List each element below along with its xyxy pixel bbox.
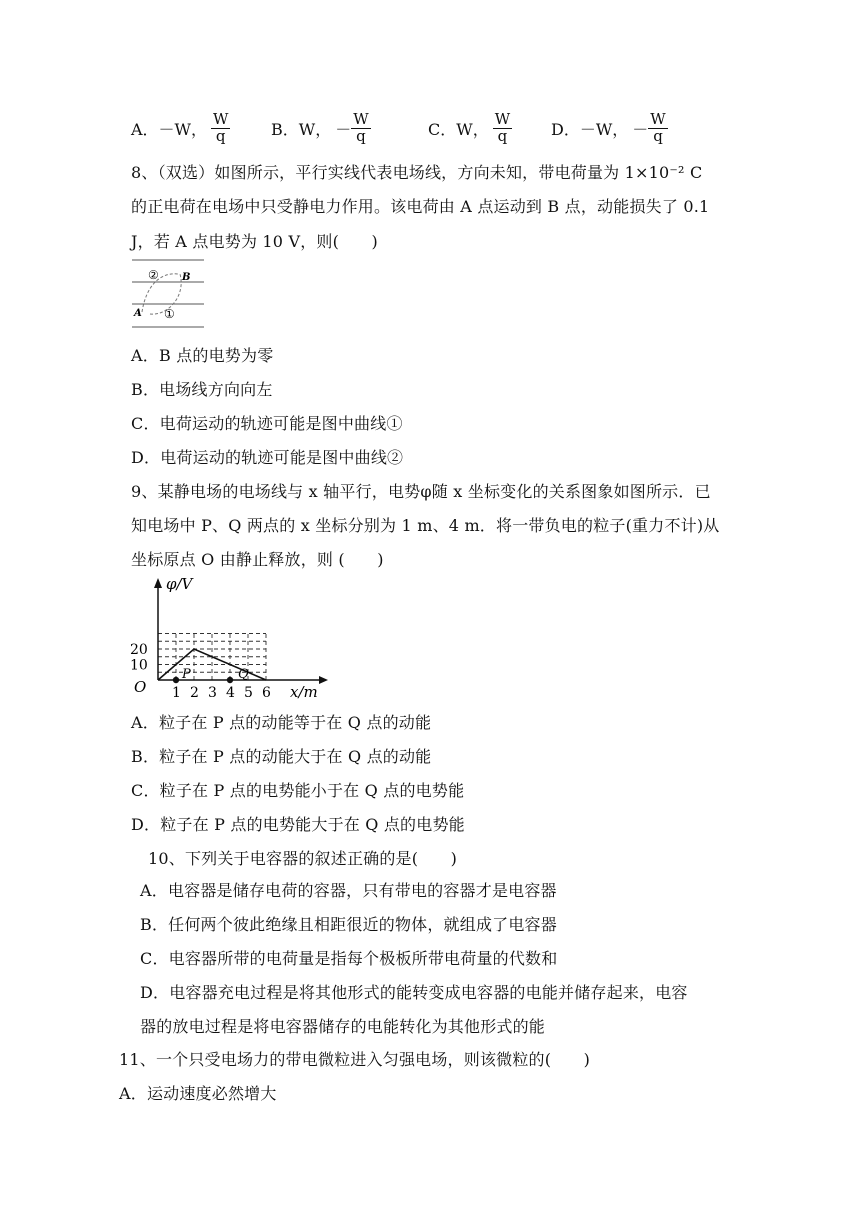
q8-stem-line-3: J，若 A 点电势为 10 V，则( )	[131, 232, 378, 251]
q10-option-a: A．电容器是储存电荷的容器，只有带电的容器才是电容器	[140, 881, 557, 900]
q11-option-a: A．运动速度必然增大	[119, 1084, 277, 1103]
q9-stem-line-2: 知电场中 P、Q 两点的 x 坐标分别为 1 m、4 m．将一带负电的粒子(重力不计)从	[131, 516, 720, 535]
y-axis-label: φ/V	[166, 575, 193, 593]
q10-option-b: B．任何两个彼此绝缘且相距很近的物体，就组成了电容器	[140, 915, 557, 934]
point-b-label: B	[182, 272, 191, 283]
q9-stem-line-1: 9、某静电场的电场线与 x 轴平行，电势φ随 x 坐标变化的关系图象如图所示．已	[131, 482, 711, 501]
q9-stem-line-3: 坐标原点 O 由静止释放，则 ( )	[131, 550, 384, 569]
q9-option-d: D．粒子在 P 点的电势能大于在 Q 点的电势能	[131, 815, 465, 834]
q7-option-c-label: C．W，	[428, 119, 489, 139]
point-a-label: A	[134, 308, 142, 319]
curve-2-label: ②	[148, 268, 159, 282]
x-tick-label: 6	[262, 685, 271, 701]
q8-stem-line-2: 的正电荷在电场中只受静电力作用。该电荷由 A 点运动到 B 点，动能损失了 0.1	[131, 197, 710, 216]
q8-option-c: C．电荷运动的轨迹可能是图中曲线①	[131, 414, 403, 433]
q9-potential-graph	[128, 572, 338, 702]
q8-field-lines-figure	[128, 256, 208, 332]
q7-option-b	[271, 108, 371, 148]
y-tick-labels	[130, 642, 148, 674]
y-tick-label: 10	[130, 657, 148, 674]
point-q-marker	[227, 677, 233, 683]
q7-option-c-fraction: $\frac{W}{q}$	[494, 109, 511, 145]
x-axis-label: x/m	[290, 683, 318, 701]
q10-option-c: C．电容器所带的电荷量是指每个极板所带电荷量的代数和	[140, 949, 558, 968]
x-tick-label: 2	[190, 685, 199, 701]
q7-option-b-sign: －	[335, 119, 352, 139]
x-tick-label: 4	[226, 685, 235, 701]
q9-option-c: C．粒子在 P 点的电势能小于在 Q 点的电势能	[131, 781, 465, 800]
origin-label: O	[134, 678, 147, 696]
x-tick-label: 1	[172, 685, 181, 701]
x-tick-label: 3	[208, 685, 217, 701]
q8-stem-line-1: 8、（双选）如图所示，平行实线代表电场线，方向未知，带电荷量为 1×10⁻² C	[131, 163, 703, 182]
q7-option-d-sign: －	[632, 119, 649, 139]
q10-option-d-continued: 器的放电过程是将电容器储存的电能转化为其他形式的能	[140, 1017, 546, 1036]
q7-option-b-fraction: $\frac{W}{q}$	[353, 109, 369, 145]
q7-option-d-label: D．－W，	[551, 119, 629, 139]
q7-option-a-fraction: $\frac{W}{q}$	[213, 109, 229, 145]
q7-option-d	[551, 108, 668, 148]
point-q-label: Q	[238, 667, 249, 682]
q7-option-d-fraction: $\frac{W}{q}$	[650, 109, 666, 145]
q7-option-b-label: B．W，	[271, 119, 332, 139]
q7-option-a	[131, 108, 230, 148]
y-axis-arrow	[154, 578, 162, 588]
q8-option-a: A．B 点的电势为零	[131, 346, 274, 365]
q7-option-a-label: A．－W，	[131, 119, 208, 139]
point-p-label: P	[182, 667, 191, 682]
q10-option-d: D．电容器充电过程是将其他形式的能转变成电容器的电能并储存起来，电容	[140, 983, 688, 1002]
q7-option-c	[428, 108, 512, 148]
q9-option-a: A．粒子在 P 点的动能等于在 Q 点的动能	[131, 713, 432, 732]
x-tick-labels	[172, 685, 271, 701]
x-tick-label: 5	[244, 685, 253, 701]
q8-option-b: B．电场线方向向左	[131, 380, 273, 399]
q9-option-b: B．粒子在 P 点的动能大于在 Q 点的动能	[131, 747, 432, 766]
q8-option-d: D．电荷运动的轨迹可能是图中曲线②	[131, 448, 404, 467]
q11-stem: 11、一个只受电场力的带电微粒进入匀强电场，则该微粒的( )	[119, 1050, 591, 1069]
q10-stem: 10、下列关于电容器的叙述正确的是( )	[148, 849, 458, 868]
point-p-marker	[173, 677, 179, 683]
curve-1-label: ①	[164, 307, 175, 321]
y-tick-label: 20	[130, 642, 148, 658]
x-axis-arrow	[319, 676, 328, 684]
